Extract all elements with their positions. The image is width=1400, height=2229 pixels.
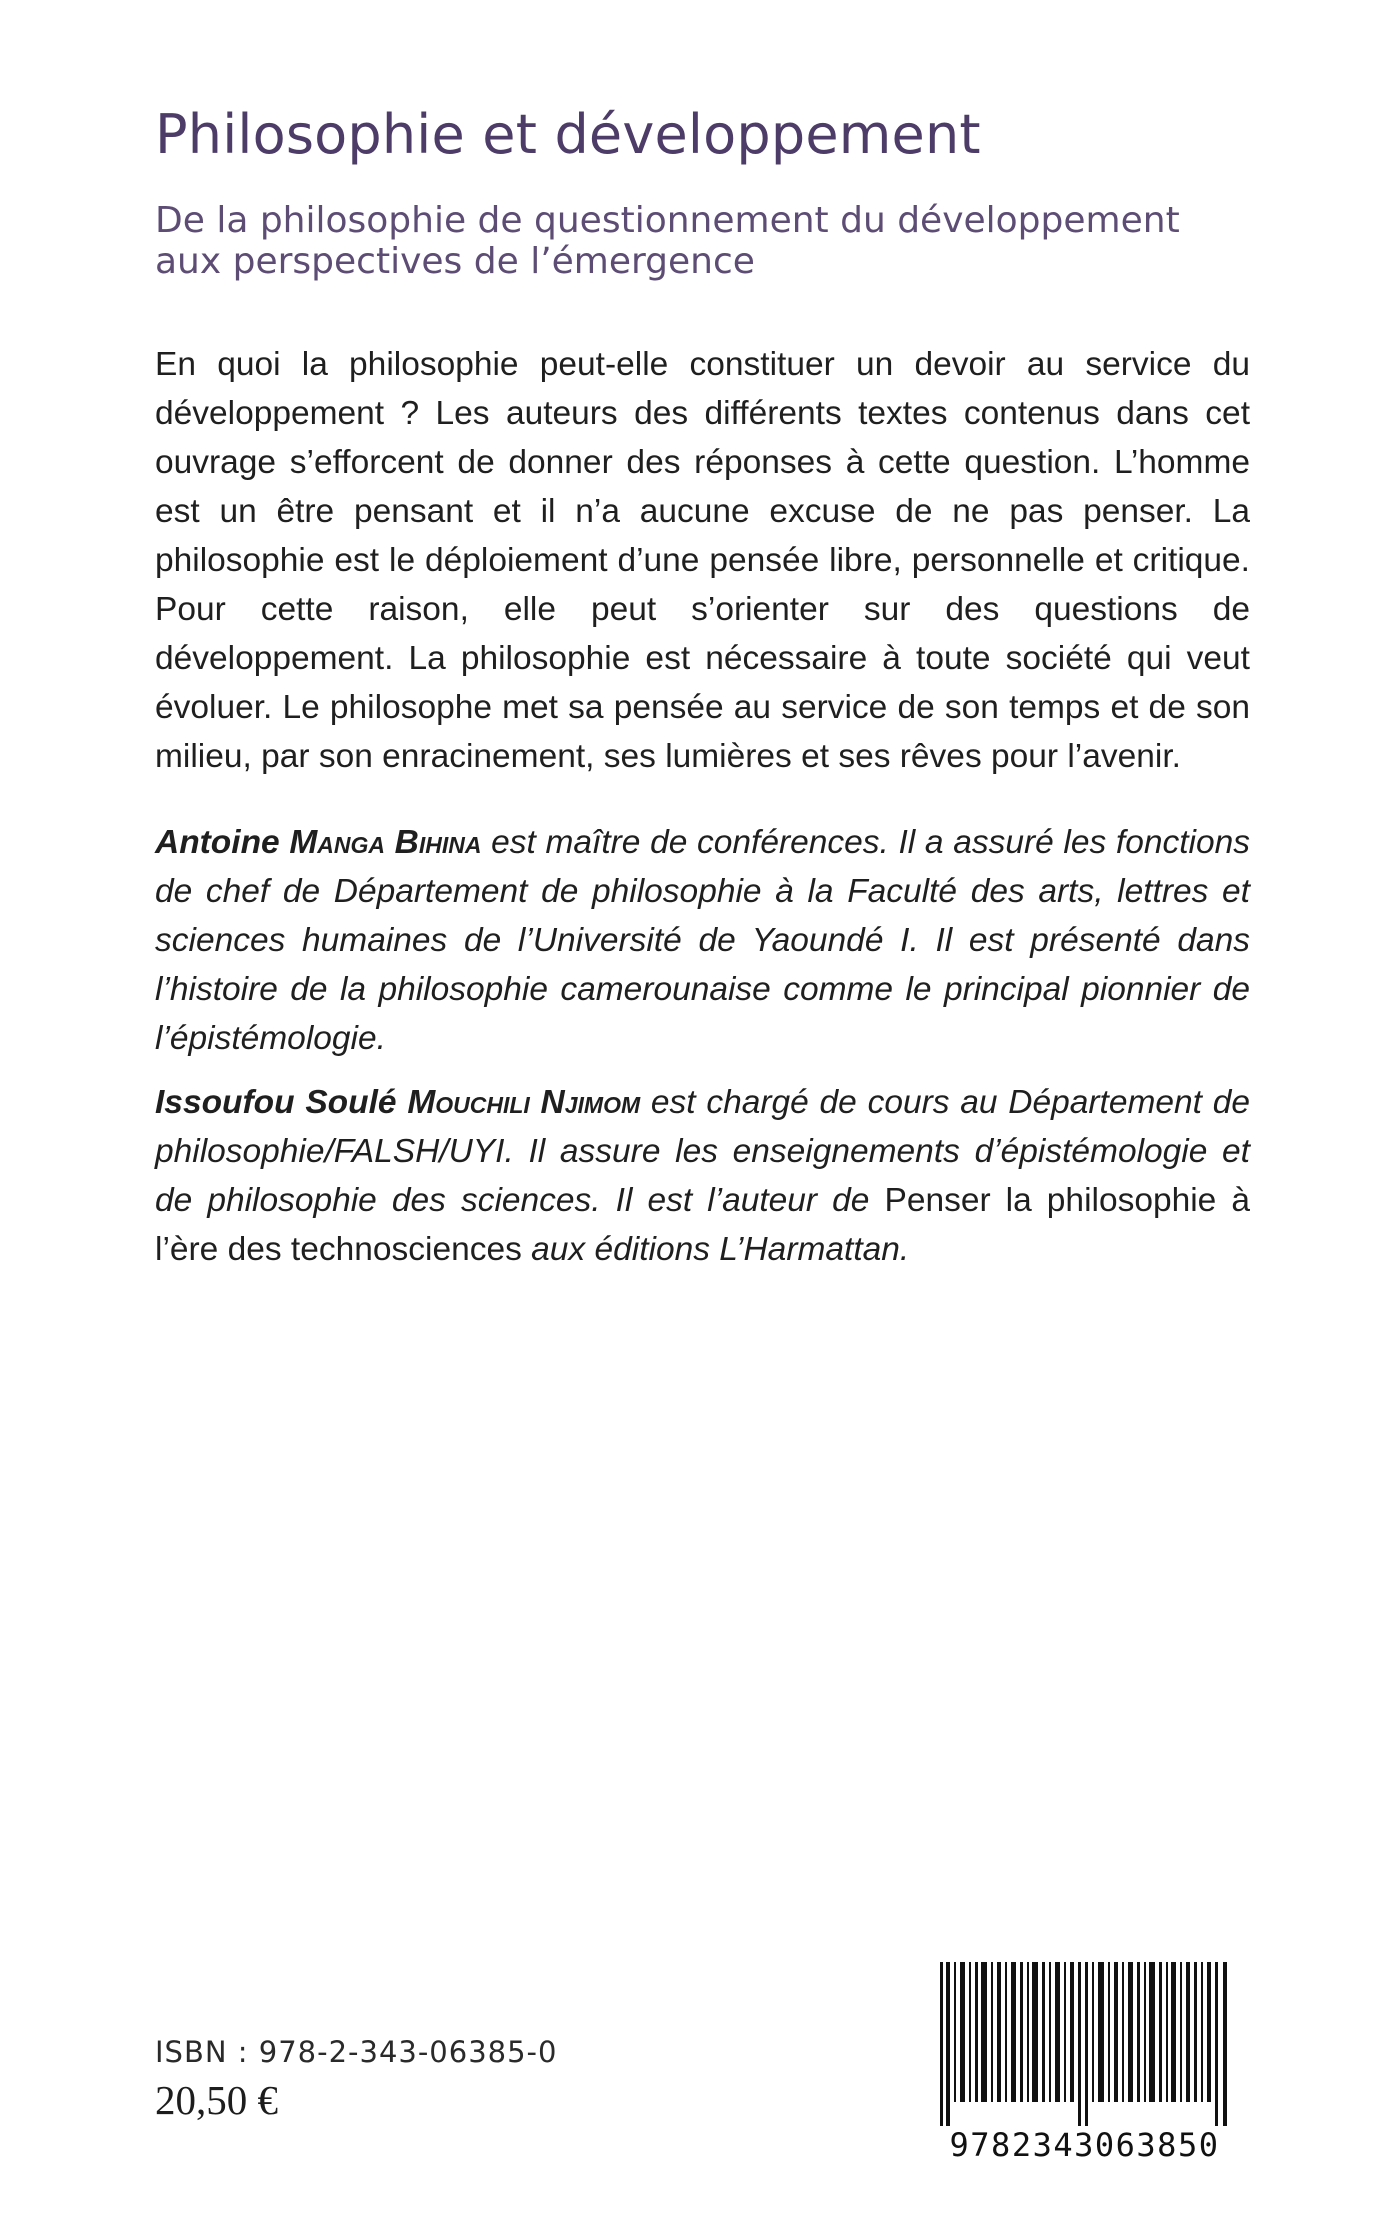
author-bio-1 <box>155 818 1250 1063</box>
subtitle-line-2: aux perspectives de l’émergence <box>155 241 755 283</box>
author-1-first-name: Antoine <box>155 824 280 861</box>
author-2-biography-end: aux éditions L’Harmattan. <box>531 1231 910 1268</box>
book-description: En quoi la philosophie peut-elle constituer un devoir au service du développement ? Les auteurs des différents textes contenus dans cet ouvrage s’efforcent de donner des réponses à cette question. L’homme est un être pensant et il n’a aucune excuse de ne pas penser. La philosophie est le déploiement d’une pensée libre, personnelle et critique. Pour cette raison, elle peut s’orienter sur des questions de développement. La philosophie est nécessaire à toute société qui veut évoluer. Le philosophe met sa pensée au service de son temps et de son milieu, par son enracinement, ses lumières et ses rêves pour l’avenir. <box>155 346 1250 775</box>
book-title: Philosophie et développement <box>155 103 981 166</box>
price-label: 20,50 € <box>155 2077 278 2123</box>
isbn-label: ISBN : 978-2-343-06385-0 <box>155 2035 558 2069</box>
author-2-biography-start: est chargé de cours au Département de philosophie/FALSH/UYI. Il assure les enseignements d’épistémologie et de philosophie des sciences. Il est l’auteur de <box>155 1084 1250 1219</box>
barcode-bars-icon <box>940 1962 1229 2126</box>
author-1-biography: est maître de conférences. Il a assuré les fonctions de chef de Département de philosophie à la Faculté des arts, lettres et sciences humaines de l’Université de Yaoundé I. Il est présenté dans l’histoire de la philosophie camerounaise comme le principal pionnier de l’épistémologie. <box>155 824 1250 1057</box>
barcode <box>940 1962 1229 2162</box>
author-1-last-name: Manga Bihina <box>289 824 482 861</box>
book-subtitle <box>155 200 1275 282</box>
author-2-last-name: Mouchili Njimom <box>407 1084 641 1121</box>
barcode-number: 9782343063850 <box>949 2126 1220 2164</box>
subtitle-line-1: De la philosophie de questionnement du développement <box>155 200 1180 241</box>
author-2-first-name: Issoufou Soulé <box>155 1084 397 1121</box>
author-bio-2 <box>155 1078 1250 1274</box>
author-2-book-title: Penser la philosophie à l’ère des technosciences <box>155 1182 1250 1268</box>
